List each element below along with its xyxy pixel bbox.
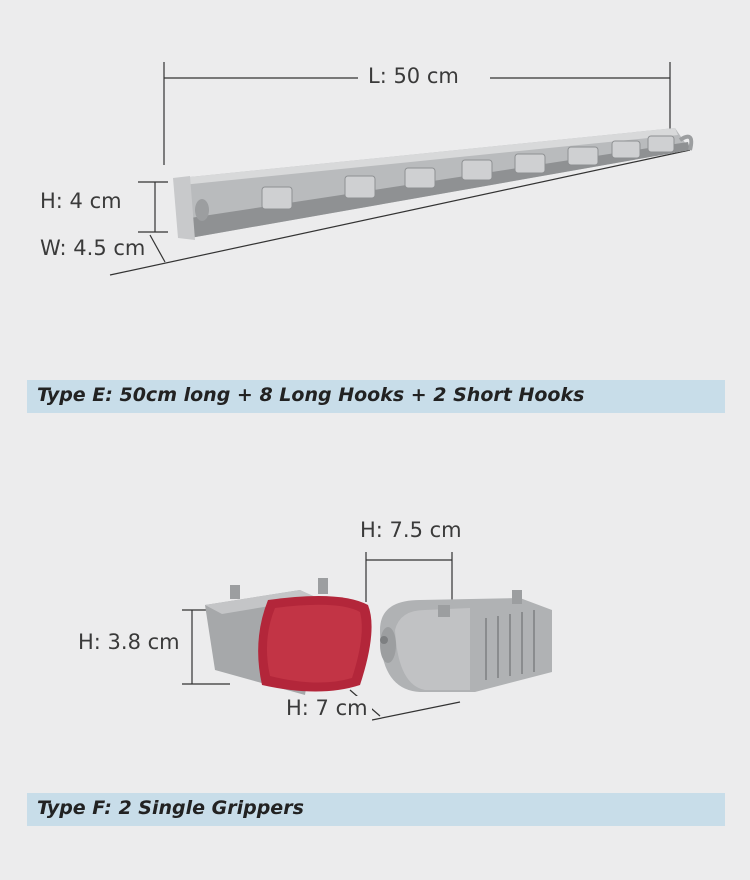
right-gripper [380,590,552,692]
bottom-height-dimension-label: H: 7 cm [282,696,372,720]
type-f-section [0,440,750,880]
height-dimension-label: H: 4 cm [36,189,126,213]
type-f-caption-bar [27,793,725,826]
type-e-caption: Type E: 50cm long + 8 Long Hooks + 2 Short Hooks [37,384,585,406]
left-gripper [205,578,372,695]
width-dimension-label: W: 4.5 cm [36,236,149,260]
type-f-caption: Type F: 2 Single Grippers [37,797,304,819]
side-height-dimension-label: H: 3.8 cm [74,630,184,654]
type-e-caption-bar [27,380,725,413]
length-dimension-label: L: 50 cm [364,64,463,88]
top-height-dimension-label: H: 7.5 cm [356,518,466,542]
